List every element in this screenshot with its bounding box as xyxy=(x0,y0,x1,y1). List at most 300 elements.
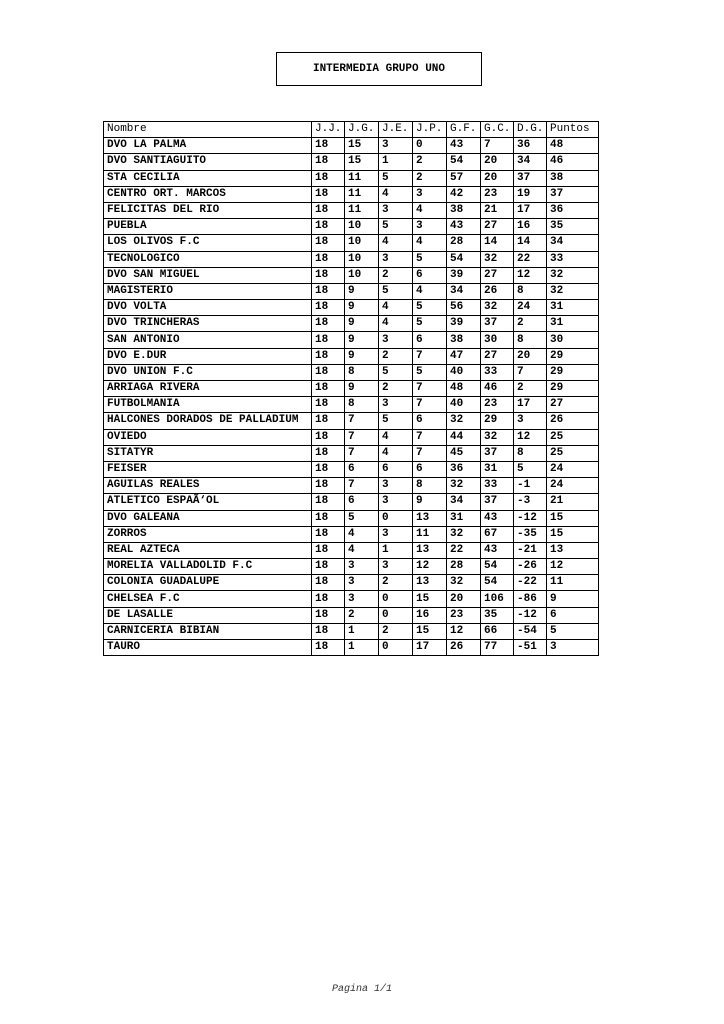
jg-cell: 15 xyxy=(345,154,379,170)
team-name: FEISER xyxy=(104,461,312,477)
je-cell: 2 xyxy=(379,348,413,364)
jj-cell: 18 xyxy=(312,186,345,202)
team-name: SAN ANTONIO xyxy=(104,332,312,348)
header-jj: J.J. xyxy=(312,122,345,138)
gc-cell: 77 xyxy=(481,640,514,656)
puntos-cell: 30 xyxy=(547,332,599,348)
table-row xyxy=(104,170,599,186)
table-row xyxy=(104,607,599,623)
puntos-cell: 33 xyxy=(547,251,599,267)
gc-cell: 106 xyxy=(481,591,514,607)
gf-cell: 28 xyxy=(447,559,481,575)
je-cell: 3 xyxy=(379,397,413,413)
dg-cell: 34 xyxy=(514,154,547,170)
jj-cell: 18 xyxy=(312,591,345,607)
dg-cell: -12 xyxy=(514,607,547,623)
jp-cell: 11 xyxy=(413,526,447,542)
jg-cell: 15 xyxy=(345,138,379,154)
table-row xyxy=(104,461,599,477)
je-cell: 0 xyxy=(379,640,413,656)
dg-cell: 12 xyxy=(514,429,547,445)
header-nombre: Nombre xyxy=(104,122,312,138)
gc-cell: 14 xyxy=(481,235,514,251)
jj-cell: 18 xyxy=(312,461,345,477)
jj-cell: 18 xyxy=(312,154,345,170)
puntos-cell: 29 xyxy=(547,381,599,397)
jg-cell: 3 xyxy=(345,559,379,575)
table-row xyxy=(104,413,599,429)
team-name: CHELSEA F.C xyxy=(104,591,312,607)
team-name: AGUILAS REALES xyxy=(104,478,312,494)
team-name: PUEBLA xyxy=(104,219,312,235)
table-row xyxy=(104,494,599,510)
jj-cell: 18 xyxy=(312,429,345,445)
puntos-cell: 5 xyxy=(547,623,599,639)
jg-cell: 9 xyxy=(345,381,379,397)
team-name: DVO TRINCHERAS xyxy=(104,316,312,332)
jg-cell: 9 xyxy=(345,332,379,348)
puntos-cell: 29 xyxy=(547,364,599,380)
puntos-cell: 37 xyxy=(547,186,599,202)
gc-cell: 20 xyxy=(481,154,514,170)
puntos-cell: 11 xyxy=(547,575,599,591)
gf-cell: 48 xyxy=(447,381,481,397)
gc-cell: 23 xyxy=(481,186,514,202)
puntos-cell: 24 xyxy=(547,478,599,494)
table-row xyxy=(104,381,599,397)
gc-cell: 35 xyxy=(481,607,514,623)
jg-cell: 10 xyxy=(345,219,379,235)
je-cell: 3 xyxy=(379,138,413,154)
gc-cell: 33 xyxy=(481,478,514,494)
je-cell: 3 xyxy=(379,202,413,218)
jp-cell: 3 xyxy=(413,186,447,202)
puntos-cell: 46 xyxy=(547,154,599,170)
jg-cell: 4 xyxy=(345,526,379,542)
table-row xyxy=(104,591,599,607)
jp-cell: 7 xyxy=(413,381,447,397)
jp-cell: 15 xyxy=(413,591,447,607)
jg-cell: 5 xyxy=(345,510,379,526)
gc-cell: 43 xyxy=(481,510,514,526)
je-cell: 5 xyxy=(379,170,413,186)
gf-cell: 32 xyxy=(447,478,481,494)
table-row xyxy=(104,283,599,299)
gf-cell: 44 xyxy=(447,429,481,445)
je-cell: 6 xyxy=(379,461,413,477)
jp-cell: 4 xyxy=(413,283,447,299)
puntos-cell: 35 xyxy=(547,219,599,235)
dg-cell: 19 xyxy=(514,186,547,202)
gf-cell: 32 xyxy=(447,413,481,429)
puntos-cell: 31 xyxy=(547,316,599,332)
table-row xyxy=(104,575,599,591)
jp-cell: 7 xyxy=(413,429,447,445)
gf-cell: 36 xyxy=(447,461,481,477)
dg-cell: 24 xyxy=(514,300,547,316)
jp-cell: 8 xyxy=(413,478,447,494)
puntos-cell: 24 xyxy=(547,461,599,477)
jj-cell: 18 xyxy=(312,559,345,575)
jg-cell: 11 xyxy=(345,170,379,186)
dg-cell: 2 xyxy=(514,316,547,332)
gc-cell: 32 xyxy=(481,300,514,316)
jj-cell: 18 xyxy=(312,202,345,218)
table-row xyxy=(104,235,599,251)
jj-cell: 18 xyxy=(312,381,345,397)
gf-cell: 32 xyxy=(447,575,481,591)
dg-cell: -21 xyxy=(514,542,547,558)
gc-cell: 67 xyxy=(481,526,514,542)
gf-cell: 32 xyxy=(447,526,481,542)
je-cell: 5 xyxy=(379,413,413,429)
gf-cell: 56 xyxy=(447,300,481,316)
team-name: MAGISTERIO xyxy=(104,283,312,299)
gf-cell: 40 xyxy=(447,397,481,413)
jj-cell: 18 xyxy=(312,251,345,267)
dg-cell: 8 xyxy=(514,283,547,299)
jj-cell: 18 xyxy=(312,478,345,494)
title-text: INTERMEDIA GRUPO UNO xyxy=(312,63,446,75)
gf-cell: 39 xyxy=(447,316,481,332)
gf-cell: 26 xyxy=(447,640,481,656)
dg-cell: 20 xyxy=(514,348,547,364)
team-name: FELICITAS DEL RIO xyxy=(104,202,312,218)
table-row xyxy=(104,316,599,332)
dg-cell: 2 xyxy=(514,381,547,397)
team-name: REAL AZTECA xyxy=(104,542,312,558)
table-row xyxy=(104,364,599,380)
jj-cell: 18 xyxy=(312,640,345,656)
jp-cell: 12 xyxy=(413,559,447,575)
dg-cell: -51 xyxy=(514,640,547,656)
team-name: DVO E.DUR xyxy=(104,348,312,364)
team-name: TAURO xyxy=(104,640,312,656)
je-cell: 5 xyxy=(379,283,413,299)
gf-cell: 47 xyxy=(447,348,481,364)
jg-cell: 7 xyxy=(345,429,379,445)
jj-cell: 18 xyxy=(312,283,345,299)
jg-cell: 3 xyxy=(345,591,379,607)
jj-cell: 18 xyxy=(312,445,345,461)
jj-cell: 18 xyxy=(312,575,345,591)
header-puntos: Puntos xyxy=(547,122,599,138)
gc-cell: 27 xyxy=(481,267,514,283)
jj-cell: 18 xyxy=(312,364,345,380)
team-name: DE LASALLE xyxy=(104,607,312,623)
je-cell: 0 xyxy=(379,591,413,607)
gc-cell: 30 xyxy=(481,332,514,348)
table-row xyxy=(104,429,599,445)
team-name: ARRIAGA RIVERA xyxy=(104,381,312,397)
page-footer: Pagina 1/1 xyxy=(331,984,392,995)
jg-cell: 8 xyxy=(345,397,379,413)
gc-cell: 7 xyxy=(481,138,514,154)
gc-cell: 27 xyxy=(481,348,514,364)
jg-cell: 1 xyxy=(345,623,379,639)
team-name: COLONIA GUADALUPE xyxy=(104,575,312,591)
table-row xyxy=(104,138,599,154)
puntos-cell: 48 xyxy=(547,138,599,154)
team-name: TECNOLOGICO xyxy=(104,251,312,267)
gc-cell: 32 xyxy=(481,251,514,267)
gc-cell: 27 xyxy=(481,219,514,235)
team-name: DVO SAN MIGUEL xyxy=(104,267,312,283)
je-cell: 4 xyxy=(379,235,413,251)
puntos-cell: 36 xyxy=(547,202,599,218)
dg-cell: 37 xyxy=(514,170,547,186)
team-name: DVO SANTIAGUITO xyxy=(104,154,312,170)
team-name: FUTBOLMANIA xyxy=(104,397,312,413)
gf-cell: 22 xyxy=(447,542,481,558)
table-row xyxy=(104,300,599,316)
jp-cell: 17 xyxy=(413,640,447,656)
puntos-cell: 21 xyxy=(547,494,599,510)
gf-cell: 54 xyxy=(447,251,481,267)
gc-cell: 29 xyxy=(481,413,514,429)
puntos-cell: 27 xyxy=(547,397,599,413)
jg-cell: 4 xyxy=(345,542,379,558)
jg-cell: 3 xyxy=(345,575,379,591)
je-cell: 3 xyxy=(379,478,413,494)
jp-cell: 7 xyxy=(413,445,447,461)
gc-cell: 21 xyxy=(481,202,514,218)
jp-cell: 4 xyxy=(413,235,447,251)
je-cell: 4 xyxy=(379,186,413,202)
table-row xyxy=(104,623,599,639)
table-row xyxy=(104,397,599,413)
gf-cell: 38 xyxy=(447,202,481,218)
jj-cell: 18 xyxy=(312,413,345,429)
gc-cell: 37 xyxy=(481,445,514,461)
table-row xyxy=(104,640,599,656)
gc-cell: 66 xyxy=(481,623,514,639)
gf-cell: 20 xyxy=(447,591,481,607)
jg-cell: 9 xyxy=(345,348,379,364)
jj-cell: 18 xyxy=(312,332,345,348)
jg-cell: 10 xyxy=(345,251,379,267)
table-row xyxy=(104,154,599,170)
jp-cell: 2 xyxy=(413,154,447,170)
dg-cell: 8 xyxy=(514,332,547,348)
jp-cell: 9 xyxy=(413,494,447,510)
jg-cell: 6 xyxy=(345,494,379,510)
gc-cell: 23 xyxy=(481,397,514,413)
je-cell: 4 xyxy=(379,429,413,445)
gf-cell: 12 xyxy=(447,623,481,639)
gf-cell: 43 xyxy=(447,138,481,154)
puntos-cell: 26 xyxy=(547,413,599,429)
table-row xyxy=(104,219,599,235)
jg-cell: 7 xyxy=(345,445,379,461)
gf-cell: 28 xyxy=(447,235,481,251)
jj-cell: 18 xyxy=(312,235,345,251)
gc-cell: 26 xyxy=(481,283,514,299)
je-cell: 5 xyxy=(379,364,413,380)
jp-cell: 2 xyxy=(413,170,447,186)
dg-cell: 22 xyxy=(514,251,547,267)
jj-cell: 18 xyxy=(312,542,345,558)
dg-cell: 16 xyxy=(514,219,547,235)
jg-cell: 9 xyxy=(345,283,379,299)
team-name: DVO VOLTA xyxy=(104,300,312,316)
table-row xyxy=(104,478,599,494)
dg-cell: 3 xyxy=(514,413,547,429)
dg-cell: -54 xyxy=(514,623,547,639)
puntos-cell: 6 xyxy=(547,607,599,623)
puntos-cell: 12 xyxy=(547,559,599,575)
dg-cell: -35 xyxy=(514,526,547,542)
jg-cell: 9 xyxy=(345,316,379,332)
jp-cell: 0 xyxy=(413,138,447,154)
team-name: CARNICERIA BIBIAN xyxy=(104,623,312,639)
jg-cell: 7 xyxy=(345,413,379,429)
header-gc: G.C. xyxy=(481,122,514,138)
puntos-cell: 15 xyxy=(547,510,599,526)
jj-cell: 18 xyxy=(312,397,345,413)
jp-cell: 5 xyxy=(413,251,447,267)
jg-cell: 9 xyxy=(345,300,379,316)
jp-cell: 4 xyxy=(413,202,447,218)
table-row xyxy=(104,202,599,218)
jj-cell: 18 xyxy=(312,316,345,332)
jp-cell: 13 xyxy=(413,510,447,526)
jp-cell: 16 xyxy=(413,607,447,623)
dg-cell: 12 xyxy=(514,267,547,283)
dg-cell: -1 xyxy=(514,478,547,494)
jg-cell: 2 xyxy=(345,607,379,623)
team-name: DVO LA PALMA xyxy=(104,138,312,154)
je-cell: 2 xyxy=(379,623,413,639)
dg-cell: -3 xyxy=(514,494,547,510)
team-name: SITATYR xyxy=(104,445,312,461)
jj-cell: 18 xyxy=(312,219,345,235)
dg-cell: 7 xyxy=(514,364,547,380)
dg-cell: 8 xyxy=(514,445,547,461)
jj-cell: 18 xyxy=(312,170,345,186)
jj-cell: 18 xyxy=(312,348,345,364)
gc-cell: 46 xyxy=(481,381,514,397)
gf-cell: 39 xyxy=(447,267,481,283)
puntos-cell: 29 xyxy=(547,348,599,364)
gf-cell: 45 xyxy=(447,445,481,461)
dg-cell: 17 xyxy=(514,397,547,413)
puntos-cell: 38 xyxy=(547,170,599,186)
gf-cell: 34 xyxy=(447,283,481,299)
dg-cell: -12 xyxy=(514,510,547,526)
header-je: J.E. xyxy=(379,122,413,138)
gc-cell: 54 xyxy=(481,559,514,575)
jp-cell: 15 xyxy=(413,623,447,639)
gf-cell: 43 xyxy=(447,219,481,235)
header-dg: D.G. xyxy=(514,122,547,138)
dg-cell: -26 xyxy=(514,559,547,575)
puntos-cell: 32 xyxy=(547,267,599,283)
dg-cell: 14 xyxy=(514,235,547,251)
table-row xyxy=(104,559,599,575)
je-cell: 3 xyxy=(379,332,413,348)
team-name: DVO UNION F.C xyxy=(104,364,312,380)
jp-cell: 6 xyxy=(413,267,447,283)
team-name: LOS OLIVOS F.C xyxy=(104,235,312,251)
jj-cell: 18 xyxy=(312,607,345,623)
jp-cell: 13 xyxy=(413,542,447,558)
gf-cell: 23 xyxy=(447,607,481,623)
jg-cell: 11 xyxy=(345,202,379,218)
puntos-cell: 31 xyxy=(547,300,599,316)
gf-cell: 31 xyxy=(447,510,481,526)
jg-cell: 6 xyxy=(345,461,379,477)
gf-cell: 57 xyxy=(447,170,481,186)
je-cell: 1 xyxy=(379,154,413,170)
jg-cell: 10 xyxy=(345,235,379,251)
je-cell: 4 xyxy=(379,445,413,461)
jj-cell: 18 xyxy=(312,510,345,526)
je-cell: 0 xyxy=(379,607,413,623)
jp-cell: 6 xyxy=(413,461,447,477)
je-cell: 1 xyxy=(379,542,413,558)
jp-cell: 13 xyxy=(413,575,447,591)
je-cell: 2 xyxy=(379,267,413,283)
puntos-cell: 15 xyxy=(547,526,599,542)
jj-cell: 18 xyxy=(312,494,345,510)
jp-cell: 6 xyxy=(413,332,447,348)
je-cell: 5 xyxy=(379,219,413,235)
jg-cell: 11 xyxy=(345,186,379,202)
gc-cell: 31 xyxy=(481,461,514,477)
je-cell: 4 xyxy=(379,300,413,316)
team-name: MORELIA VALLADOLID F.C xyxy=(104,559,312,575)
dg-cell: 5 xyxy=(514,461,547,477)
puntos-cell: 9 xyxy=(547,591,599,607)
je-cell: 0 xyxy=(379,510,413,526)
jp-cell: 7 xyxy=(413,397,447,413)
gf-cell: 42 xyxy=(447,186,481,202)
table-body xyxy=(104,138,599,656)
table-row xyxy=(104,542,599,558)
table-row xyxy=(104,267,599,283)
puntos-cell: 25 xyxy=(547,429,599,445)
puntos-cell: 13 xyxy=(547,542,599,558)
table-header-row xyxy=(104,122,599,138)
jj-cell: 18 xyxy=(312,526,345,542)
header-gf: G.F. xyxy=(447,122,481,138)
jj-cell: 18 xyxy=(312,623,345,639)
gc-cell: 37 xyxy=(481,316,514,332)
jj-cell: 18 xyxy=(312,138,345,154)
puntos-cell: 25 xyxy=(547,445,599,461)
jp-cell: 6 xyxy=(413,413,447,429)
team-name: CENTRO ORT. MARCOS xyxy=(104,186,312,202)
jp-cell: 5 xyxy=(413,316,447,332)
dg-cell: 36 xyxy=(514,138,547,154)
jp-cell: 7 xyxy=(413,348,447,364)
header-jg: J.G. xyxy=(345,122,379,138)
je-cell: 3 xyxy=(379,251,413,267)
table-row xyxy=(104,348,599,364)
standings-table xyxy=(103,121,599,656)
team-name: OVIEDO xyxy=(104,429,312,445)
je-cell: 2 xyxy=(379,575,413,591)
table-row xyxy=(104,445,599,461)
gf-cell: 38 xyxy=(447,332,481,348)
gc-cell: 32 xyxy=(481,429,514,445)
gc-cell: 33 xyxy=(481,364,514,380)
jp-cell: 3 xyxy=(413,219,447,235)
puntos-cell: 34 xyxy=(547,235,599,251)
je-cell: 3 xyxy=(379,526,413,542)
team-name: DVO GALEANA xyxy=(104,510,312,526)
